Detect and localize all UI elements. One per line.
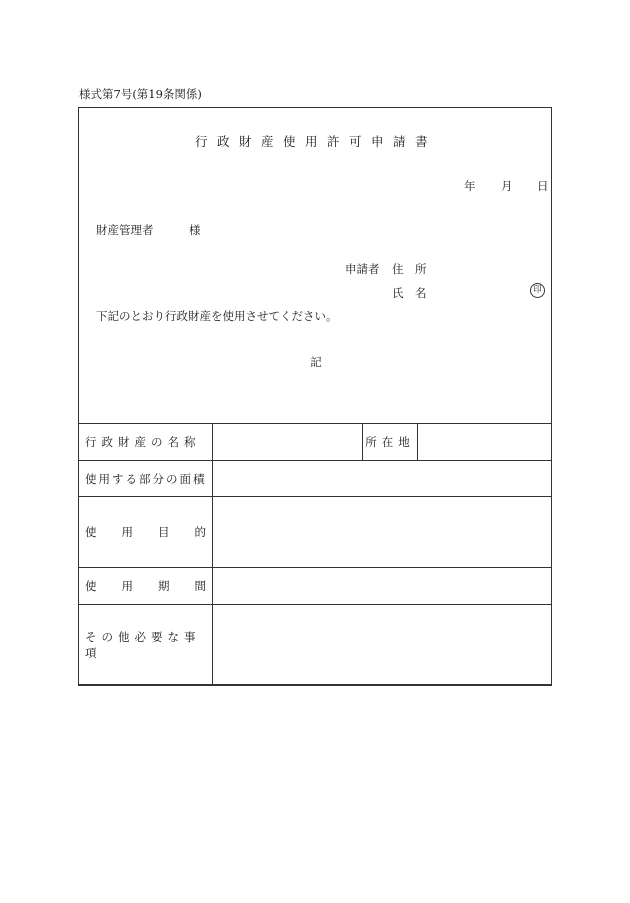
purpose-label-char: 目 xyxy=(158,525,170,539)
location-label: 所在地 xyxy=(363,424,418,461)
table-row xyxy=(79,461,552,497)
request-statement: 下記のとおり行政財産を使用させてください。 xyxy=(96,309,338,323)
addressee-label: 財産管理者 xyxy=(96,223,154,237)
date-month-label: 月 xyxy=(501,179,513,193)
location-field[interactable] xyxy=(418,424,552,461)
purpose-label-char: 使 xyxy=(85,525,97,539)
property-name-field[interactable] xyxy=(213,424,363,461)
other-field[interactable] xyxy=(213,605,552,686)
application-form xyxy=(78,107,552,685)
table-row xyxy=(79,424,552,461)
period-label-char: 使 xyxy=(85,579,97,593)
table-row xyxy=(79,605,552,686)
period-label-char: 用 xyxy=(121,579,133,593)
purpose-label-char: 的 xyxy=(194,525,206,539)
period-label xyxy=(79,568,213,605)
area-field[interactable] xyxy=(213,461,552,497)
name-label: 氏 名 xyxy=(392,286,427,300)
ki-heading: 記 xyxy=(310,355,322,369)
address-label: 住 所 xyxy=(392,262,427,276)
applicant-label: 申請者 xyxy=(345,262,380,276)
other-label: その他必要な事項 xyxy=(79,605,213,686)
purpose-field[interactable] xyxy=(213,497,552,568)
date-year-label: 年 xyxy=(464,179,476,193)
table-row xyxy=(79,497,552,568)
form-title: 行政財産使用許可申請書 xyxy=(194,134,437,149)
period-label-char: 期 xyxy=(158,579,170,593)
addressee-honorific: 様 xyxy=(189,223,201,237)
details-table xyxy=(78,423,552,686)
purpose-label-char: 用 xyxy=(121,525,133,539)
property-name-label: 行政財産の名称 xyxy=(79,424,213,461)
purpose-label xyxy=(79,497,213,568)
period-field[interactable] xyxy=(213,568,552,605)
area-label: 使用する部分の面積 xyxy=(79,461,213,497)
period-label-char: 間 xyxy=(194,579,206,593)
table-row xyxy=(79,568,552,605)
form-number-label: 様式第7号(第19条関係) xyxy=(79,87,202,101)
date-day-label: 日 xyxy=(537,179,549,193)
seal-mark: 印 xyxy=(530,283,545,298)
